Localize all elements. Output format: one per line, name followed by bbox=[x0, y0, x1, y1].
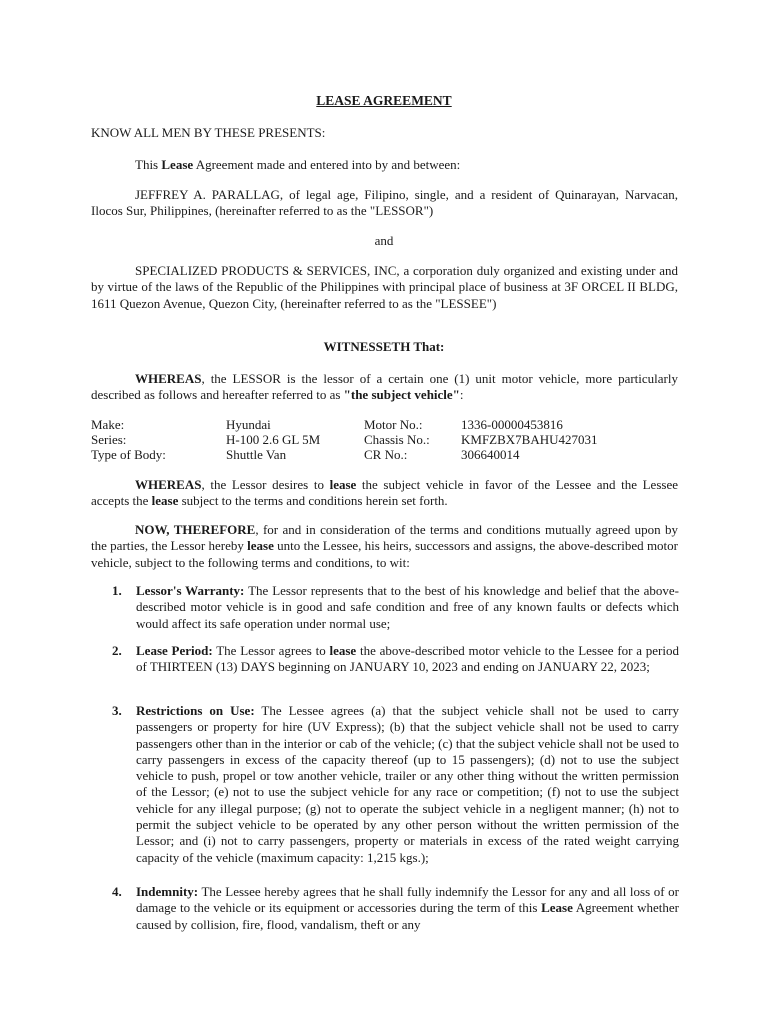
text-segment: This bbox=[135, 157, 162, 172]
text-segment: , the Lessor desires to bbox=[201, 477, 330, 492]
clause-heading: Lessor's Warranty: bbox=[136, 583, 245, 598]
clause-heading: Indemnity: bbox=[136, 884, 199, 899]
clause-number: 3. bbox=[112, 703, 122, 718]
text-segment: , for and in consideration of the terms and conditions mutually agreed upon by the parties, the Lessor hereby bbox=[91, 522, 678, 554]
text-segment: : bbox=[459, 387, 464, 403]
spec-label: Make: bbox=[91, 417, 125, 432]
text-segment: the above-described motor vehicle to the Lessee for a period of THIRTEEN (13) DAYS beginning on JANUARY 10, 2023 and ending on JANUARY 22, 2023; bbox=[136, 643, 679, 675]
text-segment: the subject vehicle in favor of the Lessee and the Lessee accepts the bbox=[91, 477, 678, 509]
this-agreement-line bbox=[135, 157, 460, 173]
spec-value: KMFZBX7BAHU427031 bbox=[461, 432, 598, 447]
spec-value: 1336-00000453816 bbox=[461, 417, 563, 432]
spec-row bbox=[91, 447, 598, 462]
clause-number: 4. bbox=[112, 884, 122, 899]
witnesseth-heading: WITNESSETH That: bbox=[323, 339, 445, 354]
spec-row bbox=[91, 417, 598, 432]
spec-label: Type of Body: bbox=[91, 447, 166, 462]
clause-text bbox=[136, 703, 679, 866]
spec-label: Series: bbox=[91, 432, 127, 447]
spec-row bbox=[91, 432, 598, 447]
whereas-bold: WHEREAS bbox=[135, 477, 202, 492]
now-therefore-bold: NOW, THEREFORE bbox=[135, 522, 256, 537]
whereas-1-paragraph bbox=[91, 371, 678, 404]
clause-heading: Lease Period: bbox=[136, 643, 213, 658]
vehicle-spec-table bbox=[91, 417, 598, 462]
lease-bold: lease bbox=[151, 493, 179, 509]
now-therefore-paragraph bbox=[91, 522, 678, 571]
spec-label: Chassis No.: bbox=[364, 432, 430, 447]
subject-vehicle-bold: "the subject vehicle" bbox=[343, 387, 460, 403]
text-segment: unto the Lessee, his heirs, successors and assigns, the above-described motor vehicle, subject to the following terms and conditions, to wit: bbox=[91, 538, 678, 570]
whereas-bold: WHEREAS bbox=[135, 371, 202, 386]
spec-label: Motor No.: bbox=[364, 417, 423, 432]
spec-value: 306640014 bbox=[461, 447, 520, 462]
clause-heading: Restrictions on Use: bbox=[136, 703, 255, 718]
text-segment: , the LESSOR is the lessor of a certain one (1) unit motor vehicle, more particularly described as follows and hereafter referred to as bbox=[91, 371, 678, 403]
intro-line: KNOW ALL MEN BY THESE PRESENTS: bbox=[91, 125, 326, 140]
spec-value: H-100 2.6 GL 5M bbox=[226, 432, 321, 447]
lessee-paragraph: SPECIALIZED PRODUCTS & SERVICES, INC, a corporation duly organized and existing under and by virtue of the laws of the Republic of the Philippines with principal place of business at 3F ORCEL II BLDG, 1611 Quezon Avenue, Quezon City, (hereinafter referred to as the "LESSEE") bbox=[91, 263, 678, 311]
spec-value: Hyundai bbox=[226, 417, 271, 432]
spec-label: CR No.: bbox=[364, 447, 408, 462]
text-segment: The Lessor represents that to the best of his knowledge and belief that the above-described motor vehicle is in good and safe condition and free of any known faults or defects which would affect its safe operation under normal use; bbox=[136, 583, 679, 631]
clause-text bbox=[136, 583, 679, 632]
lease-bold: lease bbox=[329, 643, 357, 658]
lessor-paragraph: JEFFREY A. PARALLAG, of legal age, Filipino, single, and a resident of Quinarayan, Narvacan, Ilocos Sur, Philippines, (hereinafter referred to as the "LESSOR") bbox=[91, 187, 678, 219]
lease-bold: Lease bbox=[541, 900, 573, 916]
text-segment: Agreement whether caused by collision, fire, flood, vandalism, theft or any bbox=[136, 900, 679, 932]
clause-text bbox=[136, 884, 679, 933]
clause-text bbox=[136, 643, 679, 676]
spec-value: Shuttle Van bbox=[226, 447, 287, 462]
text-segment: The Lessee agrees (a) that the subject vehicle shall not be used to carry passengers or property for hire (UV Express); (b) that the subject vehicle shall not be used to carry passengers other than in the interior or cab of the vehicle; (c) that the subject vehicle shall not be used to carry passengers in excess of the capacity thereof (up to 15 passengers); (d) not to use the subject vehicle to push, propel or tow another vehicle, trailer or any other thing without the written permission of the Lessor; (e) not to use the subject vehicle for any race or competition; (f) not to use the subject vehicle for any illegal purpose; (g) not to operate the subject vehicle in a negligent manner; (h) not to permit the subject vehicle to be operated by any other person without the written permission of the Lessor; and (i) not to carry passengers, property or materials in excess of the rated weight carrying capacity of the vehicle (maximum capacity: 1,215 kgs.); bbox=[136, 703, 679, 865]
text-segment: Agreement made and entered into by and between: bbox=[193, 157, 461, 172]
clause-number: 1. bbox=[112, 583, 122, 598]
text-segment: The Lessor agrees to bbox=[212, 643, 330, 658]
lease-bold: lease bbox=[247, 538, 274, 554]
lease-bold: Lease bbox=[161, 157, 194, 172]
and-separator: and bbox=[374, 233, 394, 248]
document-title: LEASE AGREEMENT bbox=[316, 93, 452, 108]
text-segment: subject to the terms and conditions herein set forth. bbox=[178, 493, 448, 509]
lease-bold: lease bbox=[329, 477, 357, 492]
text-segment: The Lessee hereby agrees that he shall fully indemnify the Lessor for any and all loss of or damage to the vehicle or its equipment or accessories during the term of this bbox=[136, 884, 679, 916]
whereas-2-paragraph bbox=[91, 477, 678, 510]
clause-number: 2. bbox=[112, 643, 122, 658]
